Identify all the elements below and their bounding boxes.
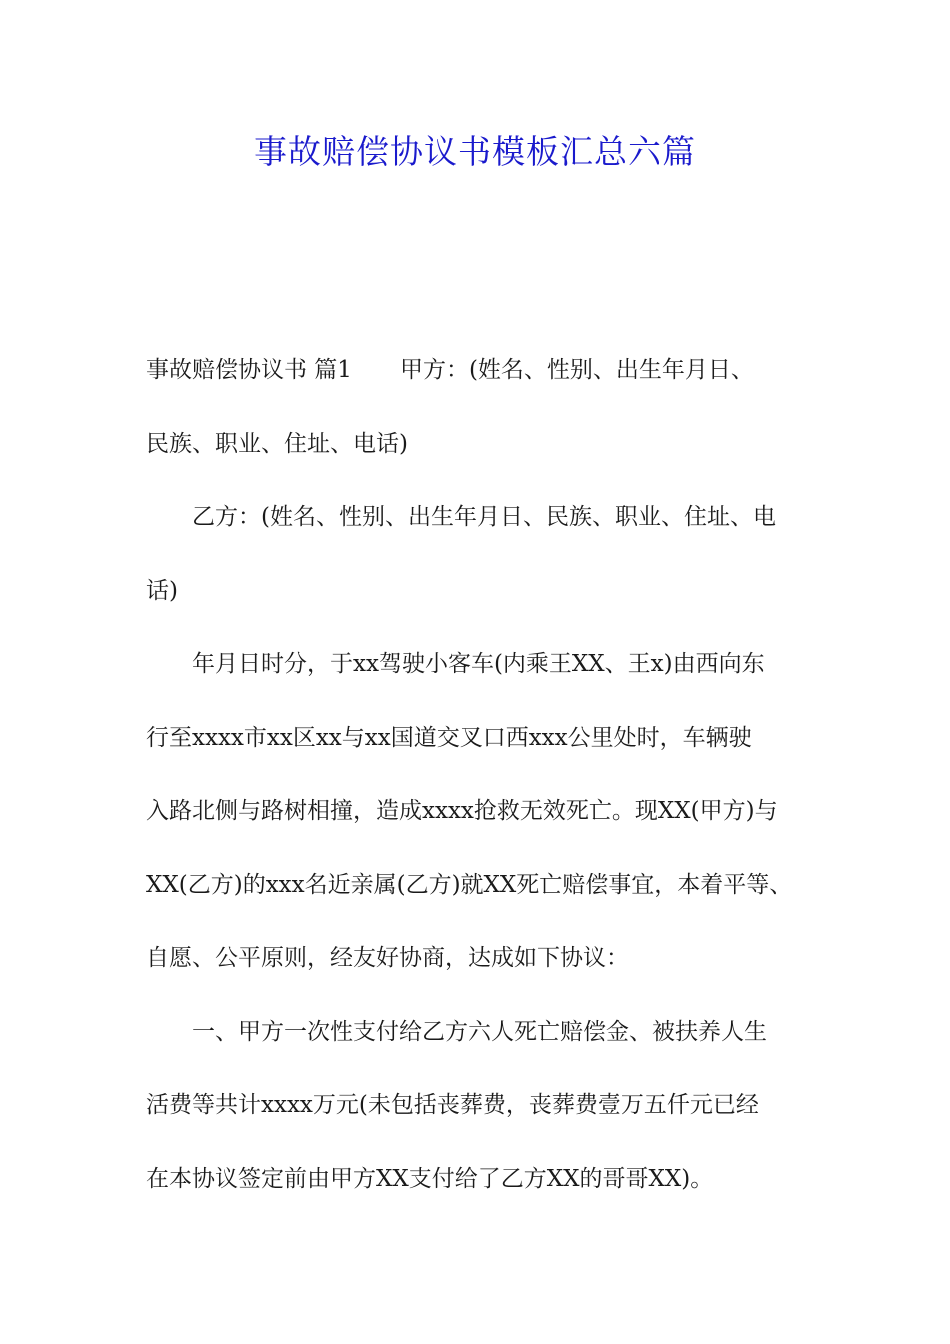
- body-line: 自愿、公平原则，经友好协商，达成如下协议：: [146, 945, 629, 971]
- body-line: 行至xxxx市xx区xx与xx国道交叉口西xxx公里处时，车辆驶: [146, 724, 752, 751]
- body-line: 入路北侧与路树相撞，造成xxxx抢救无效死亡。现XX(甲方)与: [146, 798, 778, 824]
- body-line: 话): [146, 577, 178, 604]
- body-line: 活费等共计xxxx万元(未包括丧葬费，丧葬费壹万五仟元已经: [146, 1092, 759, 1118]
- document-title: 事故赔偿协议书模板汇总六篇: [254, 132, 696, 171]
- body-line-heading: [146, 334, 836, 408]
- party-a-label: 甲方：(姓名、性别、出生年月日、: [399, 357, 754, 383]
- body-line-clause-one: 一、甲方一次性支付给乙方六人死亡赔偿金、被扶养人生: [192, 1018, 767, 1045]
- body-line-paragraph-start: 年月日时分，于xx驾驶小客车(内乘王XX、王x)由西向东: [192, 651, 765, 677]
- body-line: 在本协议签定前由甲方XX支付给了乙方XX的哥哥XX)。: [146, 1165, 714, 1192]
- document-body: [146, 334, 836, 1216]
- section-heading: 事故赔偿协议书 篇1: [146, 357, 352, 383]
- body-line: 民族、职业、住址、电话): [146, 430, 408, 457]
- body-line-party-b: 乙方：(姓名、性别、出生年月日、民族、职业、住址、电: [192, 504, 776, 530]
- body-line: XX(乙方)的xxx名近亲属(乙方)就XX死亡赔偿事宜，本着平等、: [146, 871, 793, 898]
